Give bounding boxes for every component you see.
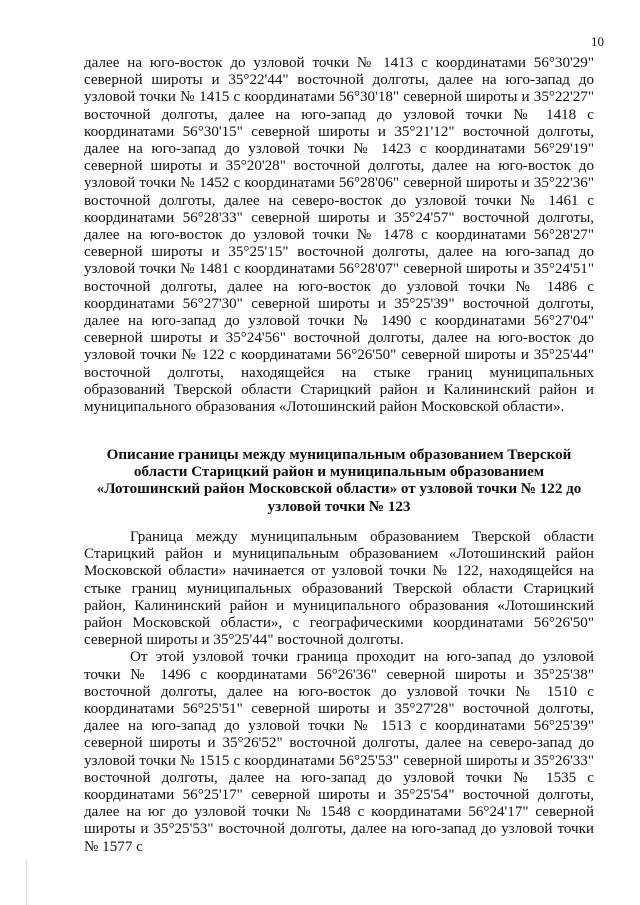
paragraph-2: От этой узловой точки граница проходит на юго-запад до узловой точки № 1496 с координатами 56°26'36" северной широты и 35°25'38" восточной долготы, далее на юго-восток до узловой точки № 1510 с координатами 56°25'51" северной широты и 35°27'28" восточной долготы, далее на юго-запад до узловой точки № 1513 с координатами 56°25'39" северной широты и 35°26'52" восточной долготы, далее на северо-запад до узловой точки № 1515 с координатами 56°25'53" северной широты и 35°26'33" восточной долготы, далее на юго-запад до узловой точки № 1535 с координатами 56°25'17" северной широты и 35°25'54" восточной долготы, далее на юг до узловой точки № 1548 с координатами 56°24'17" северной широты и 35°25'53" восточной долготы, далее на юго-запад до узловой точки № 1577 с bbox=[84, 649, 594, 855]
page-number: 10 bbox=[591, 34, 604, 49]
scan-edge-line bbox=[26, 860, 27, 905]
continuation-paragraph: далее на юго-восток до узловой точки № 1413 с координатами 56°30'29" северной широты и 35°22'44" восточной долготы, далее на юго-запад до узловой точки № 1415 с координатами 56°30'18" северной широты и 35°22'27" восточной долготы, далее на юго-запад до узловой точки № 1418 с координатами 56°30'15" северной широты и 35°21'12" восточной долготы, далее на юго-запад до узловой точки № 1423 с координатами 56°29'19" северной широты и 35°20'28" восточной долготы, далее на юго-восток до узловой точки № 1452 с координатами 56°28'06" северной широты и 35°22'36" восточной долготы, далее на северо-восток до узловой точки № 1461 с координатами 56°28'33" северной широты и 35°24'57" восточной долготы, далее на юго-восток до узловой точки № 1478 с координатами 56°28'27" северной широты и 35°25'15" восточной долготы, далее на юго-запад до узловой точки № 1481 с координатами 56°28'07" северной широты и 35°24'51" восточной долготы, далее на юго-восток до узловой точки № 1486 с координатами 56°27'30" северной широты и 35°25'39" восточной долготы, далее на юго-запад до узловой точки № 1490 с координатами 56°27'04" северной широты и 35°24'56" восточной долготы, далее на юго-восток до узловой точки № 122 с координатами 56°26'50" северной широты и 35°25'44" восточной долготы, находящейся на стыке границ муниципальных образований Тверской области Старицкий район и Калининский район и муниципального образования «Лотошинский район Московской области». bbox=[84, 55, 594, 416]
section-body bbox=[84, 529, 594, 856]
section-heading: Описание границы между муниципальным образованием Тверской области Старицкий район и муниципальным образованием «Лотошинский район Московской области» от узловой точки № 122 до узловой точки № 123 bbox=[96, 447, 582, 515]
paragraph-1: Граница между муниципальным образованием Тверской области Старицкий район и муниципальным образованием «Лотошинский район Московской области» начинается от узловой точки № 122, находящейся на стыке границ муниципальных образований Тверской области Старицкий район, Калининский район и муниципального образования «Лотошинский район Московской области», с географическими координатами 56°26'50" северной широты и 35°25'44" восточной долготы. bbox=[84, 529, 594, 649]
